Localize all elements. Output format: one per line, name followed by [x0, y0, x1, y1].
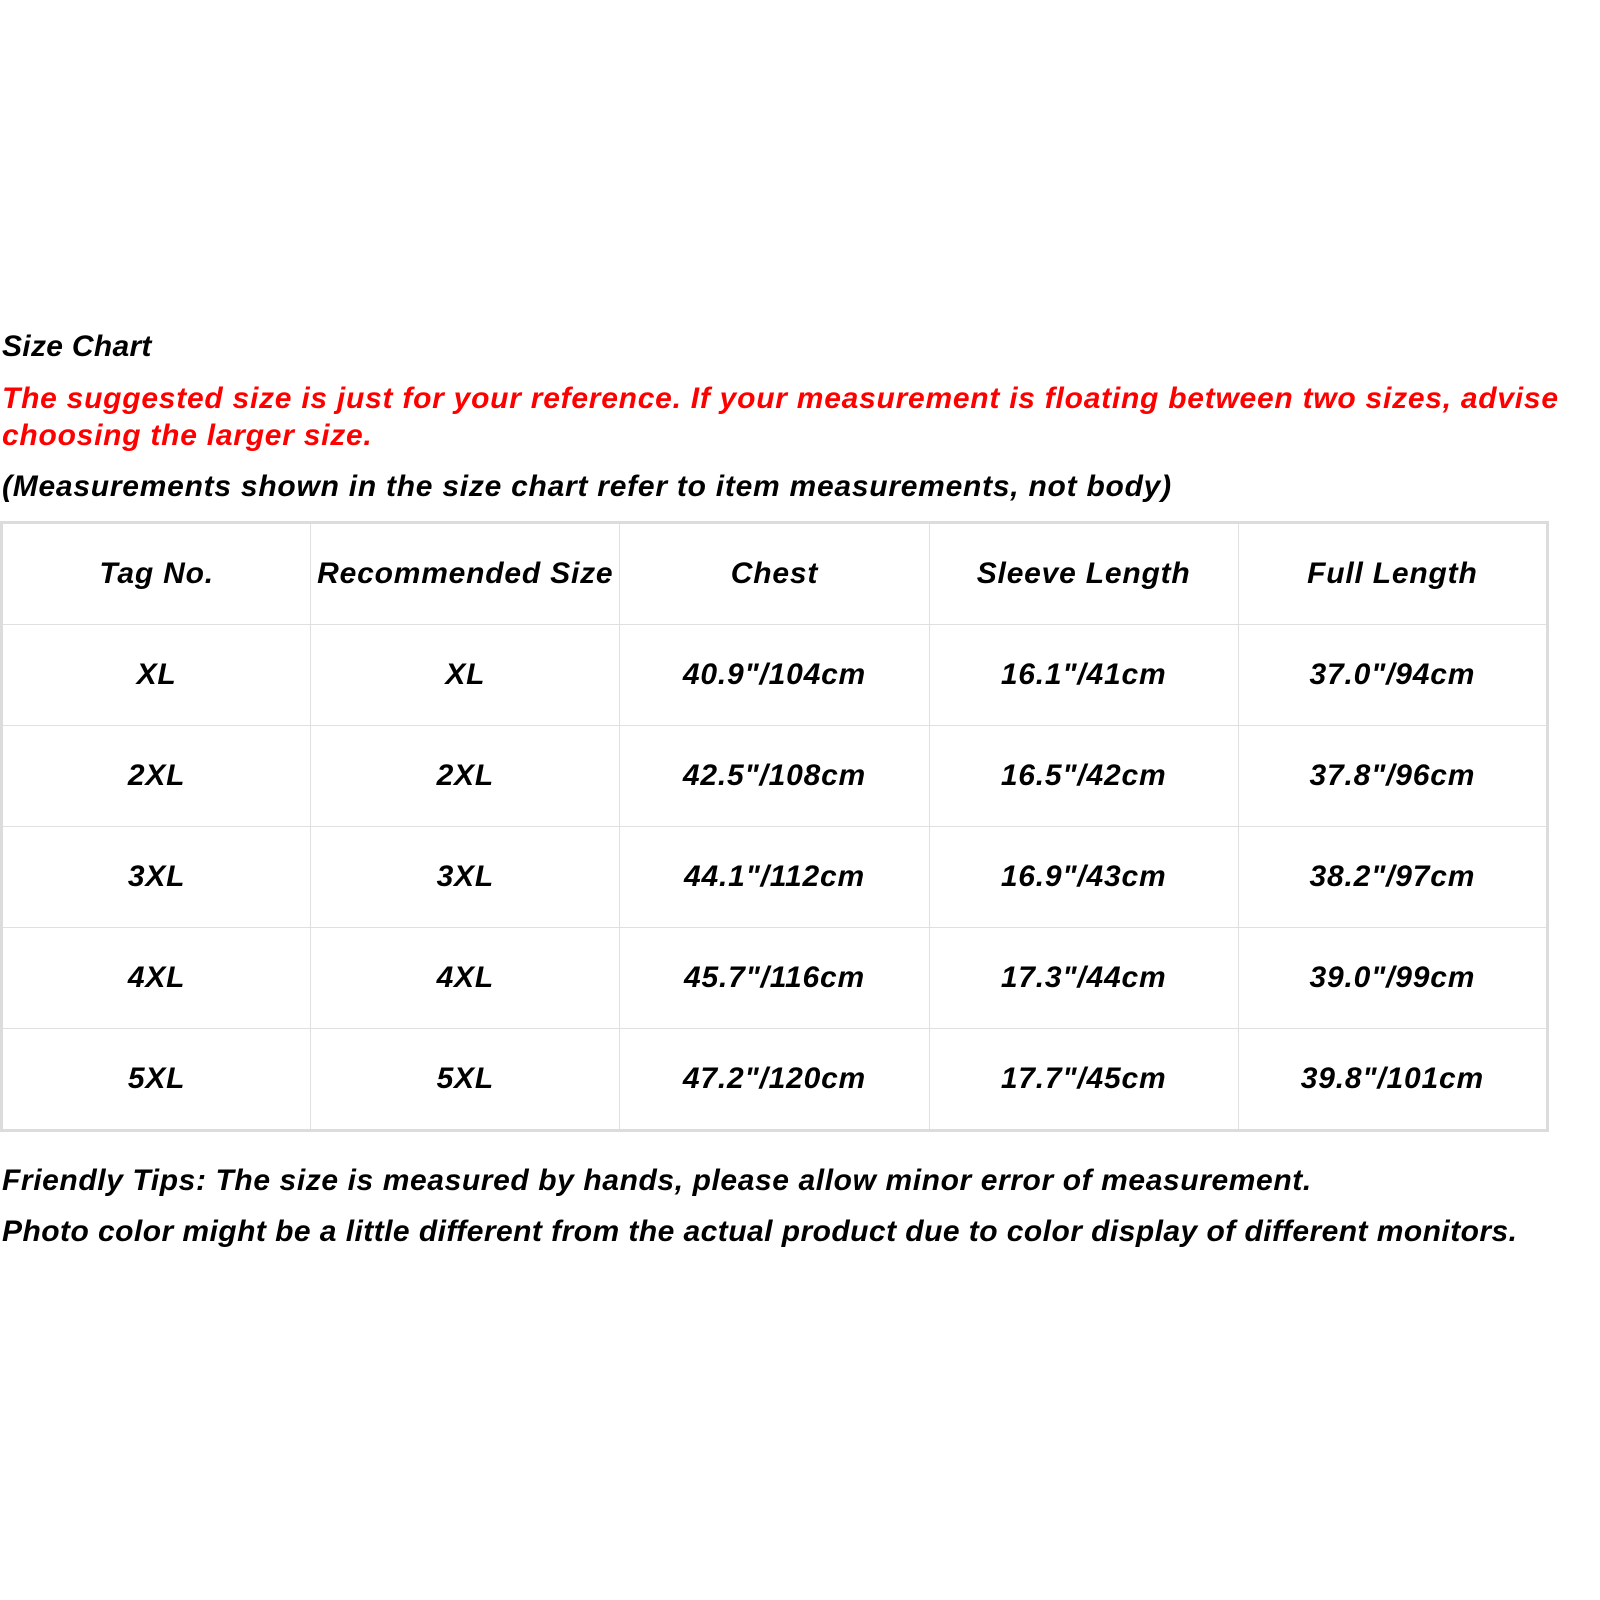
- column-header-sleeve-length: Sleeve Length: [929, 523, 1238, 625]
- column-header-full-length: Full Length: [1238, 523, 1547, 625]
- cell-chest: 47.2"/120cm: [620, 1029, 929, 1131]
- cell-recommended-size: 3XL: [311, 827, 620, 928]
- cell-chest: 42.5"/108cm: [620, 726, 929, 827]
- column-header-tag-no: Tag No.: [2, 523, 311, 625]
- table-row: [2, 928, 1548, 1029]
- table-row: [2, 726, 1548, 827]
- cell-full-length: 39.0"/99cm: [1238, 928, 1547, 1029]
- cell-chest: 44.1"/112cm: [620, 827, 929, 928]
- cell-tag-no: XL: [2, 625, 311, 726]
- size-advice-notice: The suggested size is just for your reference. If your measurement is floating between two sizes, advise choosing the larger size.: [2, 382, 1559, 452]
- table-row: [2, 625, 1548, 726]
- cell-sleeve-length: 16.1"/41cm: [929, 625, 1238, 726]
- cell-tag-no: 3XL: [2, 827, 311, 928]
- cell-recommended-size: 2XL: [311, 726, 620, 827]
- cell-full-length: 37.8"/96cm: [1238, 726, 1547, 827]
- table-row: [2, 1029, 1548, 1131]
- friendly-tip-measurement: Friendly Tips: The size is measured by hands, please allow minor error of measurement.: [2, 1164, 1312, 1197]
- cell-sleeve-length: 17.7"/45cm: [929, 1029, 1238, 1131]
- cell-full-length: 39.8"/101cm: [1238, 1029, 1547, 1131]
- cell-recommended-size: 4XL: [311, 928, 620, 1029]
- measurement-note: (Measurements shown in the size chart refer to item measurements, not body): [2, 470, 1172, 503]
- cell-recommended-size: XL: [311, 625, 620, 726]
- cell-chest: 45.7"/116cm: [620, 928, 929, 1029]
- column-header-chest: Chest: [620, 523, 929, 625]
- cell-tag-no: 5XL: [2, 1029, 311, 1131]
- cell-sleeve-length: 17.3"/44cm: [929, 928, 1238, 1029]
- cell-recommended-size: 5XL: [311, 1029, 620, 1131]
- cell-chest: 40.9"/104cm: [620, 625, 929, 726]
- column-header-recommended-size: Recommended Size: [311, 523, 620, 625]
- size-chart-table: [0, 521, 1549, 1132]
- table-header-row: [2, 523, 1548, 625]
- cell-sleeve-length: 16.5"/42cm: [929, 726, 1238, 827]
- page-title: Size Chart: [2, 330, 152, 363]
- cell-tag-no: 2XL: [2, 726, 311, 827]
- table-row: [2, 827, 1548, 928]
- cell-full-length: 37.0"/94cm: [1238, 625, 1547, 726]
- friendly-tip-color: Photo color might be a little different from the actual product due to color display of different monitors.: [2, 1215, 1518, 1248]
- cell-tag-no: 4XL: [2, 928, 311, 1029]
- cell-full-length: 38.2"/97cm: [1238, 827, 1547, 928]
- cell-sleeve-length: 16.9"/43cm: [929, 827, 1238, 928]
